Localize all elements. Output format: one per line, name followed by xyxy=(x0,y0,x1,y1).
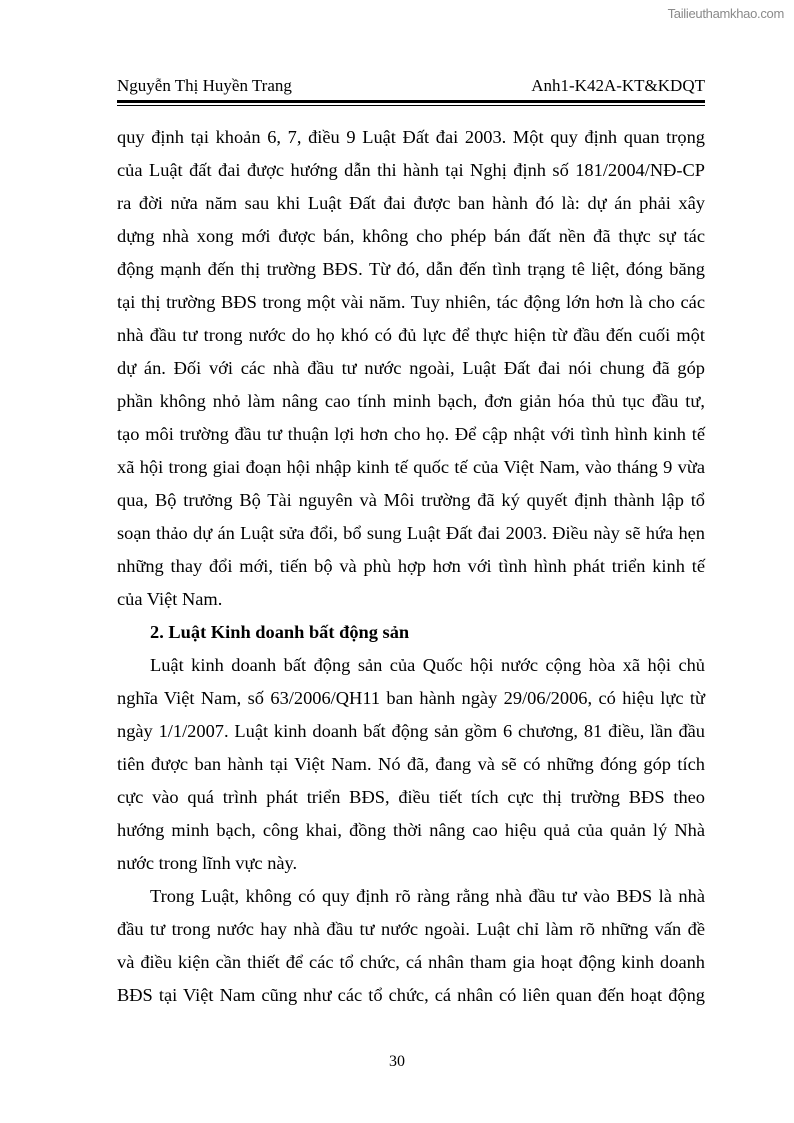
header-class-code: Anh1-K42A-KT&KDQT xyxy=(531,76,705,95)
text-line: dự án. Đối với các nhà đầu tư nước ngoài, Luật Đất đai nói chung đã góp xyxy=(117,358,705,378)
text-line: Trong Luật, không có quy định rõ ràng rằng nhà đầu tư vào BĐS là nhà xyxy=(150,886,705,906)
text-line: tại thị trường BĐS trong một vài năm. Tuy nhiên, tác động lớn hơn là cho các xyxy=(117,292,705,312)
text-line: động mạnh đến thị trường BĐS. Từ đó, dẫn đến tình trạng tê liệt, đóng băng xyxy=(117,259,705,279)
text-line: cực vào quá trình phát triển BĐS, điều tiết tích cực thị trường BĐS theo xyxy=(117,787,705,807)
text-line: qua, Bộ trưởng Bộ Tài nguyên và Môi trường đã ký quyết định thành lập tổ xyxy=(117,490,705,510)
page-number: 30 xyxy=(389,1053,405,1070)
document-body xyxy=(117,121,705,1012)
text-line: những thay đổi mới, tiến bộ và phù hợp hơn với tình hình phát triển kinh tế xyxy=(117,556,705,576)
section-heading: 2. Luật Kinh doanh bất động sản xyxy=(150,622,410,642)
text-line: soạn thảo dự án Luật sửa đổi, bổ sung Luật Đất đai 2003. Điều này sẽ hứa hẹn xyxy=(117,523,705,543)
text-line: của Luật đất đai được hướng dẫn thi hành tại Nghị định số 181/2004/NĐ-CP xyxy=(117,160,705,180)
text-line: ra đời nửa năm sau khi Luật Đất đai được ban hành đó là: dự án phải xây xyxy=(117,193,705,213)
header-author: Nguyễn Thị Huyền Trang xyxy=(117,76,292,95)
text-line: quy định tại khoản 6, 7, điều 9 Luật Đất đai 2003. Một quy định quan trọng xyxy=(117,127,705,147)
text-line: tiên được ban hành tại Việt Nam. Nó đã, đang và sẽ có những đóng góp tích xyxy=(117,754,705,774)
text-line: tạo môi trường đầu tư thuận lợi hơn cho họ. Để cập nhật với tình hình kinh tế xyxy=(117,424,705,444)
header-rule-thin xyxy=(117,105,705,106)
text-line: BĐS tại Việt Nam cũng như các tổ chức, cá nhân có liên quan đến hoạt động xyxy=(117,985,705,1005)
text-line: nghĩa Việt Nam, số 63/2006/QH11 ban hành ngày 29/06/2006, có hiệu lực từ xyxy=(117,688,705,708)
text-line: ngày 1/1/2007. Luật kinh doanh bất động sản gồm 6 chương, 81 điều, lần đầu xyxy=(117,721,705,741)
text-line: phần không nhỏ làm nâng cao tính minh bạch, đơn giản hóa thủ tục đầu tư, xyxy=(117,391,705,411)
text-line: nước trong lĩnh vực này. xyxy=(117,853,298,873)
page-header xyxy=(117,76,705,96)
watermark: Tailieuthamkhao.com xyxy=(667,6,784,21)
text-line: và điều kiện cần thiết để các tổ chức, cá nhân tham gia hoạt động kinh doanh xyxy=(117,952,705,972)
header-rule-thick xyxy=(117,100,705,103)
text-line: nhà đầu tư trong nước do họ khó có đủ lực để thực hiện từ đầu đến cuối một xyxy=(117,325,705,345)
text-line: đầu tư trong nước hay nhà đầu tư nước ngoài. Luật chỉ làm rõ những vấn đề xyxy=(117,919,705,939)
text-line: của Việt Nam. xyxy=(117,589,223,609)
text-line: Luật kinh doanh bất động sản của Quốc hội nước cộng hòa xã hội chủ xyxy=(150,655,705,675)
text-line: xã hội trong giai đoạn hội nhập kinh tế quốc tế của Việt Nam, vào tháng 9 vừa xyxy=(117,457,705,477)
text-line: dựng nhà xong mới được bán, không cho phép bán đất nền đã thực sự tác xyxy=(117,226,705,246)
text-line: hướng minh bạch, công khai, đồng thời nâng cao hiệu quả của quản lý Nhà xyxy=(117,820,705,840)
